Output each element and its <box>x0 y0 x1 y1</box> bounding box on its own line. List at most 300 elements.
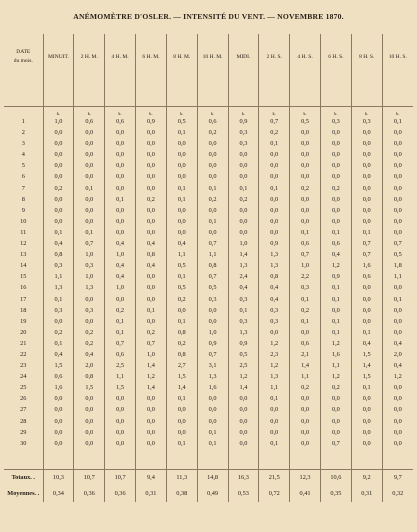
day-number: 30 <box>20 439 27 447</box>
table-cell: 0,0 <box>320 205 351 216</box>
table-cell: 0,0 <box>259 416 290 427</box>
table-cell: 0,6 <box>74 116 105 127</box>
table-cell: 0,0 <box>74 171 105 182</box>
spacer-cell <box>105 449 136 470</box>
table-cell: 0,0 <box>43 127 74 138</box>
mean-value: 0,32 <box>382 486 413 502</box>
table-row <box>4 205 413 216</box>
table-cell: 0,0 <box>197 171 228 182</box>
column-header: MIDI. <box>228 34 259 107</box>
date-column-header <box>4 34 43 107</box>
unit-label: k. <box>74 107 105 117</box>
table-cell: 0,3 <box>228 294 259 305</box>
table-cell: 0,0 <box>228 393 259 404</box>
table-cell: 0,0 <box>228 438 259 449</box>
table-cell: 0,0 <box>136 404 167 415</box>
table-cell: 0,0 <box>320 416 351 427</box>
table-row <box>4 260 413 271</box>
table-cell: 0,0 <box>382 393 413 404</box>
mean-value: 0,31 <box>351 486 382 502</box>
day-number: 21 <box>20 339 27 347</box>
table-row <box>4 160 413 171</box>
column-header: 10 H. M. <box>197 34 228 107</box>
table-cell: 0,4 <box>259 294 290 305</box>
table-cell: 0,9 <box>136 116 167 127</box>
table-cell: 0,1 <box>166 127 197 138</box>
day-number: 9 <box>21 206 25 214</box>
table-row <box>4 349 413 360</box>
table-cell: 0,5 <box>197 282 228 293</box>
table-cell: 0,1 <box>43 227 74 238</box>
table-cell: 0,9 <box>259 238 290 249</box>
table-cell: 1,1 <box>197 249 228 260</box>
table-row <box>4 194 413 205</box>
table-cell: 0,0 <box>320 127 351 138</box>
table-cell: 0,0 <box>259 227 290 238</box>
table-cell: 0,0 <box>228 227 259 238</box>
table-cell: 0,4 <box>136 260 167 271</box>
table-row <box>4 116 413 127</box>
table-cell: 0,6 <box>43 371 74 382</box>
table-cell: 0,0 <box>351 205 382 216</box>
table-cell: 0,0 <box>351 427 382 438</box>
table-cell: 2,4 <box>228 271 259 282</box>
table-cell: 0,3 <box>228 316 259 327</box>
table-cell: 1,1 <box>382 271 413 282</box>
spacer-cell <box>228 449 259 470</box>
table-cell: 0,0 <box>351 393 382 404</box>
table-cell: 0,0 <box>382 127 413 138</box>
table-row <box>4 382 413 393</box>
table-cell: 0,0 <box>382 183 413 194</box>
table-cell: 0,5 <box>290 116 321 127</box>
table-cell: 0,4 <box>105 271 136 282</box>
table-cell: 0,0 <box>74 194 105 205</box>
spacer-cell <box>259 449 290 470</box>
table-cell: 1,3 <box>228 327 259 338</box>
table-cell: 0,0 <box>320 171 351 182</box>
spacer-cell <box>197 449 228 470</box>
table-cell: 0,1 <box>259 183 290 194</box>
table-cell: 0,0 <box>197 149 228 160</box>
table-cell: 2,7 <box>166 360 197 371</box>
table-cell: 1,0 <box>136 349 167 360</box>
table-cell: 0,1 <box>290 294 321 305</box>
table-cell: 0,0 <box>136 138 167 149</box>
table-cell: 0,0 <box>228 404 259 415</box>
table-cell: 0,3 <box>259 316 290 327</box>
table-row <box>4 416 413 427</box>
table-cell: 0,3 <box>228 138 259 149</box>
unit-label: k. <box>259 107 290 117</box>
table-cell: 1,2 <box>259 338 290 349</box>
table-cell: 0,1 <box>166 194 197 205</box>
table-cell: 0,0 <box>382 149 413 160</box>
day-number: 26 <box>20 395 27 403</box>
table-cell: 0,0 <box>136 183 167 194</box>
table-cell: 0,0 <box>74 205 105 216</box>
unit-label: k. <box>136 107 167 117</box>
table-cell: 0,2 <box>320 183 351 194</box>
wind-intensity-table <box>4 34 413 502</box>
table-cell: 0,5 <box>166 282 197 293</box>
day-number: 10 <box>20 217 27 225</box>
table-cell: 0,1 <box>197 216 228 227</box>
table-cell: 0,2 <box>74 327 105 338</box>
table-row <box>4 127 413 138</box>
table-cell: 0,0 <box>166 227 197 238</box>
table-cell: 0,0 <box>382 205 413 216</box>
totals-label: Totaux. . <box>11 474 35 482</box>
table-cell: 1,1 <box>320 360 351 371</box>
table-cell: 0,0 <box>74 216 105 227</box>
day-number: 15 <box>20 273 27 281</box>
table-cell: 0,2 <box>290 382 321 393</box>
table-cell: 0,0 <box>290 171 321 182</box>
table-cell: 1,6 <box>351 260 382 271</box>
column-header: 2 H. M. <box>74 34 105 107</box>
table-cell: 0,0 <box>259 160 290 171</box>
table-row <box>4 327 413 338</box>
table-row <box>4 338 413 349</box>
means-row <box>4 486 413 502</box>
table-cell: 0,0 <box>228 149 259 160</box>
table-cell: 1,3 <box>74 282 105 293</box>
table-cell: 0,0 <box>136 427 167 438</box>
table-cell: 0,6 <box>351 271 382 282</box>
table-cell: 2,5 <box>228 360 259 371</box>
unit-label: k. <box>43 107 74 117</box>
column-header: 4 H. M. <box>105 34 136 107</box>
table-cell: 0,0 <box>136 438 167 449</box>
table-cell: 1,1 <box>43 271 74 282</box>
table-cell: 0,0 <box>197 138 228 149</box>
table-cell: 1,4 <box>228 249 259 260</box>
total-value: 10,6 <box>320 469 351 486</box>
table-row <box>4 282 413 293</box>
table-cell: 0,1 <box>74 183 105 194</box>
table-cell: 0,0 <box>43 171 74 182</box>
table-cell: 1,5 <box>351 349 382 360</box>
table-cell: 0,8 <box>74 371 105 382</box>
table-cell: 0,7 <box>259 116 290 127</box>
column-header: 8 H. S. <box>351 34 382 107</box>
table-cell: 1,6 <box>197 382 228 393</box>
total-value: 9,7 <box>382 469 413 486</box>
table-cell: 0,0 <box>228 416 259 427</box>
table-cell: 0,9 <box>228 338 259 349</box>
table-cell: 0,0 <box>136 393 167 404</box>
table-cell: 0,0 <box>351 127 382 138</box>
table-cell: 0,0 <box>351 438 382 449</box>
table-cell: 1,3 <box>259 260 290 271</box>
day-number: 1 <box>21 118 25 125</box>
table-cell: 0,0 <box>136 271 167 282</box>
table-cell: 1,3 <box>259 249 290 260</box>
table-cell: 0,7 <box>197 238 228 249</box>
table-row <box>4 216 413 227</box>
table-cell: 0,1 <box>320 282 351 293</box>
table-cell: 0,4 <box>259 282 290 293</box>
table-cell: 0,1 <box>105 316 136 327</box>
table-cell: 1,2 <box>320 338 351 349</box>
table-cell: 0,0 <box>136 171 167 182</box>
table-cell: 0,8 <box>197 260 228 271</box>
table-cell: 0,4 <box>382 338 413 349</box>
table-cell: 0,2 <box>166 338 197 349</box>
table-cell: 0,0 <box>105 416 136 427</box>
table-cell: 0,0 <box>136 127 167 138</box>
table-cell: 0,0 <box>351 404 382 415</box>
table-cell: 0,0 <box>136 316 167 327</box>
table-cell: 0,0 <box>320 149 351 160</box>
table-cell: 0,6 <box>197 116 228 127</box>
table-cell: 0,0 <box>74 416 105 427</box>
table-cell: 1,0 <box>74 271 105 282</box>
table-cell: 0,2 <box>290 305 321 316</box>
table-cell: 0,0 <box>351 305 382 316</box>
table-cell: 0,0 <box>43 194 74 205</box>
table-cell: 0,0 <box>197 416 228 427</box>
table-cell: 0,0 <box>105 205 136 216</box>
table-cell: 0,0 <box>43 316 74 327</box>
table-cell: 0,9 <box>228 116 259 127</box>
table-cell: 0,2 <box>43 183 74 194</box>
total-value: 11,3 <box>166 469 197 486</box>
table-cell: 0,0 <box>351 183 382 194</box>
table-cell: 0,0 <box>382 327 413 338</box>
table-cell: 1,2 <box>320 371 351 382</box>
table-cell: 0,1 <box>228 305 259 316</box>
table-cell: 0,0 <box>259 171 290 182</box>
table-cell: 0,0 <box>351 149 382 160</box>
table-cell: 0,6 <box>105 349 136 360</box>
table-cell: 1,4 <box>136 360 167 371</box>
day-number: 5 <box>21 162 25 170</box>
table-cell: 1,4 <box>290 360 321 371</box>
table-cell: 0,0 <box>105 294 136 305</box>
table-cell: 0,0 <box>382 194 413 205</box>
table-cell: 0,1 <box>259 393 290 404</box>
table-cell: 0,0 <box>43 438 74 449</box>
spacer-cell <box>43 449 74 470</box>
table-cell: 0,0 <box>228 216 259 227</box>
table-cell: 0,0 <box>166 160 197 171</box>
table-cell: 0,0 <box>105 438 136 449</box>
table-cell: 0,8 <box>259 271 290 282</box>
table-cell: 0,0 <box>74 149 105 160</box>
table-cell: 0,0 <box>197 205 228 216</box>
table-cell: 0,4 <box>43 349 74 360</box>
table-row <box>4 371 413 382</box>
table-cell: 0,2 <box>228 194 259 205</box>
table-cell: 0,7 <box>74 238 105 249</box>
table-cell: 0,0 <box>43 205 74 216</box>
table-cell: 0,8 <box>166 327 197 338</box>
table-cell: 1,1 <box>290 371 321 382</box>
table-cell: 0,9 <box>320 271 351 282</box>
day-number: 6 <box>21 173 25 181</box>
table-cell: 2,0 <box>74 360 105 371</box>
table-cell: 0,1 <box>351 227 382 238</box>
table-cell: 0,0 <box>136 205 167 216</box>
table-cell: 0,0 <box>74 316 105 327</box>
table-cell: 0,0 <box>74 438 105 449</box>
table-cell: 0,1 <box>320 227 351 238</box>
day-number: 23 <box>20 362 27 370</box>
table-cell: 0,4 <box>166 238 197 249</box>
table-cell: 0,1 <box>382 116 413 127</box>
table-cell: 0,0 <box>382 438 413 449</box>
table-cell: 0,0 <box>259 149 290 160</box>
table-cell: 0,5 <box>166 260 197 271</box>
table-cell: 0,0 <box>74 127 105 138</box>
table-cell: 0,0 <box>74 404 105 415</box>
total-value: 12,3 <box>290 469 321 486</box>
table-cell: 0,0 <box>259 194 290 205</box>
column-header: 2 H. S. <box>259 34 290 107</box>
table-cell: 0,0 <box>290 160 321 171</box>
table-cell: 1,0 <box>290 260 321 271</box>
table-cell: 0,1 <box>320 294 351 305</box>
table-cell: 0,0 <box>197 227 228 238</box>
table-cell: 1,8 <box>382 260 413 271</box>
table-cell: 0,0 <box>320 160 351 171</box>
table-cell: 0,0 <box>290 127 321 138</box>
total-value: 10,3 <box>43 469 74 486</box>
table-cell: 0,0 <box>43 149 74 160</box>
unit-label: k. <box>228 107 259 117</box>
table-cell: 0,1 <box>382 294 413 305</box>
total-value: 10,7 <box>74 469 105 486</box>
table-cell: 0,0 <box>351 194 382 205</box>
table-cell: 0,5 <box>166 116 197 127</box>
mean-value: 0,72 <box>259 486 290 502</box>
table-cell: 0,0 <box>105 427 136 438</box>
table-cell: 0,0 <box>382 382 413 393</box>
table-cell: 0,7 <box>105 338 136 349</box>
spacer-cell <box>290 449 321 470</box>
day-number: 24 <box>20 373 27 381</box>
table-cell: 0,1 <box>43 338 74 349</box>
table-cell: 0,1 <box>351 327 382 338</box>
table-cell: 0,7 <box>136 338 167 349</box>
mean-value: 0,34 <box>43 486 74 502</box>
table-cell: 0,8 <box>166 349 197 360</box>
spacer-cell <box>4 449 43 470</box>
table-cell: 0,0 <box>74 138 105 149</box>
table-cell: 0,0 <box>351 416 382 427</box>
spacer-cell <box>320 449 351 470</box>
table-cell: 0,0 <box>351 171 382 182</box>
table-cell: 0,0 <box>166 305 197 316</box>
mean-value: 0,36 <box>74 486 105 502</box>
table-cell: 0,1 <box>259 138 290 149</box>
table-cell: 0,0 <box>320 216 351 227</box>
table-cell: 0,3 <box>197 294 228 305</box>
table-cell: 1,2 <box>228 371 259 382</box>
table-cell: 0,3 <box>259 305 290 316</box>
table-cell: 0,0 <box>105 127 136 138</box>
table-cell: 0,0 <box>166 149 197 160</box>
table-cell: 0,0 <box>290 194 321 205</box>
table-cell: 0,0 <box>197 404 228 415</box>
table-cell: 0,0 <box>166 171 197 182</box>
table-cell: 1,1 <box>259 382 290 393</box>
total-value: 9,4 <box>136 469 167 486</box>
totals-row <box>4 469 413 486</box>
table-cell: 0,0 <box>290 327 321 338</box>
table-cell: 1,0 <box>228 238 259 249</box>
table-cell: 0,1 <box>166 316 197 327</box>
table-row <box>4 138 413 149</box>
table-cell: 0,0 <box>259 205 290 216</box>
total-value: 10,7 <box>105 469 136 486</box>
table-cell: 2,3 <box>259 349 290 360</box>
table-header-row <box>4 34 413 107</box>
table-cell: 0,4 <box>105 238 136 249</box>
table-cell: 0,0 <box>197 316 228 327</box>
table-cell: 1,6 <box>320 349 351 360</box>
table-cell: 0,0 <box>105 227 136 238</box>
unit-label: k. <box>197 107 228 117</box>
unit-label: k. <box>351 107 382 117</box>
table-row <box>4 271 413 282</box>
table-cell: 0,4 <box>228 282 259 293</box>
table-cell: 0,2 <box>197 127 228 138</box>
table-cell: 0,1 <box>105 327 136 338</box>
column-header: 10 H. S. <box>382 34 413 107</box>
table-cell: 0,9 <box>197 338 228 349</box>
table-cell: 0,4 <box>43 238 74 249</box>
table-cell: 0,1 <box>320 316 351 327</box>
day-number: 17 <box>20 295 27 303</box>
table-cell: 1,5 <box>166 371 197 382</box>
table-cell: 0,3 <box>43 260 74 271</box>
table-cell: 0,0 <box>136 160 167 171</box>
table-cell: 0,0 <box>290 216 321 227</box>
day-number: 13 <box>20 251 27 259</box>
table-cell: 1,2 <box>320 260 351 271</box>
table-cell: 0,0 <box>74 160 105 171</box>
table-row <box>4 360 413 371</box>
table-cell: 0,8 <box>136 249 167 260</box>
table-cell: 0,1 <box>136 305 167 316</box>
table-cell: 0,0 <box>382 404 413 415</box>
spacer-cell <box>74 449 105 470</box>
table-cell: 0,1 <box>43 294 74 305</box>
day-number: 16 <box>20 284 27 292</box>
table-cell: 0,2 <box>290 183 321 194</box>
table-cell: 0,0 <box>74 393 105 404</box>
table-cell: 0,6 <box>290 338 321 349</box>
table-cell: 0,0 <box>351 160 382 171</box>
means-label: Moyennes. . <box>7 490 40 498</box>
unit-label: k. <box>290 107 321 117</box>
table-cell: 0,0 <box>259 327 290 338</box>
table-cell: 0,3 <box>74 260 105 271</box>
unit-label: k. <box>166 107 197 117</box>
table-cell: 0,0 <box>320 393 351 404</box>
table-cell: 1,4 <box>136 382 167 393</box>
mean-value: 0,38 <box>166 486 197 502</box>
day-number: 19 <box>20 317 27 325</box>
table-row <box>4 316 413 327</box>
table-cell: 0,1 <box>259 438 290 449</box>
total-value: 14,8 <box>197 469 228 486</box>
table-cell: 1,3 <box>43 282 74 293</box>
table-cell: 2,5 <box>105 360 136 371</box>
